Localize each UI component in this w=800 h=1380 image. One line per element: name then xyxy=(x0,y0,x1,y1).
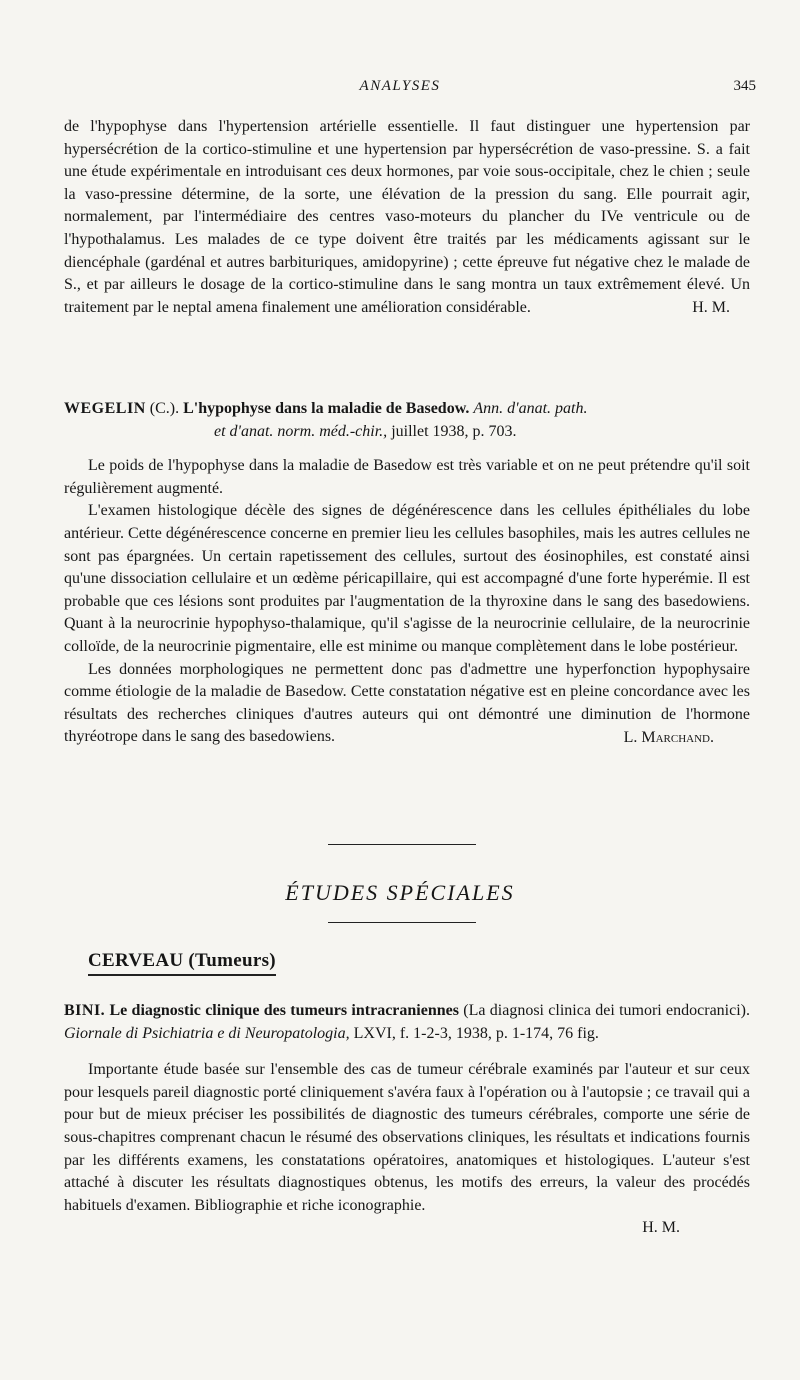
article-bini-text: Importante étude basée sur l'ensemble des cas de tumeur cérébrale examinés par l'auteur et sur ceux pour lesquels pareil diagnostic porté cliniquement s'avéra faux à l'opération ou à l'autopsie ; ce travail qui a pour but de mieux préciser les possibilités de diagnostic des tumeurs cérébrales, comporte une série de sous-chapitres comprenant chacun le résumé des observations cliniques, les résultats et indications fournis par les différents examens, les constatations opératoires, anatomiques et histologiques. L'auteur s'est attaché à discuter les résultats diagnostiques obtenus, les motifs des erreurs, la valeur des procédés habituels d'examen. Bibliographie et riche iconographie. xyxy=(64,1061,750,1214)
article-continued-text: de l'hypophyse dans l'hypertension artérielle essentielle. Il faut distinguer une hypertension par hypersécrétion de la cortico-stimuline et une hypertension par hypersécrétion de vaso-pressine. S. a fait une étude expérimentale en introduisant ces deux hormones, par voie sous-occipitale, chez le chien ; seule la vaso-pressine détermine, de la sorte, une élévation de la pression du sang. Elle pourrait agir, normalement, par l'intermédiaire des centres vaso-moteurs du plancher du IVe ventricule ou de l'hypothalamus. Les malades de ce type doivent être traités par les médicaments agissant sur le diencéphale (gardénal et autres barbituriques, amidopyrine) ; cette épreuve fut négative chez le malade de S., et par ailleurs le dosage de la cortico-stimuline dans le sang montra un taux extrêmement élevé. Un traitement par le neptal amena finalement une amélioration considérable. xyxy=(64,118,750,316)
article-wegelin-journal-1: Ann. d'anat. path. xyxy=(473,400,588,417)
article-bini-reference xyxy=(64,1000,750,1045)
article-wegelin-initial: (C.). xyxy=(149,400,180,417)
article-bini-author: BINI. xyxy=(64,1002,106,1019)
article-wegelin-author: WEGELIN xyxy=(64,400,146,417)
divider-rule xyxy=(328,922,476,923)
article-bini xyxy=(64,1000,750,1239)
article-bini-signature: H. M. xyxy=(642,1219,680,1237)
section-title: ÉTUDES SPÉCIALES xyxy=(285,880,515,905)
running-head xyxy=(0,78,800,98)
subsection-title: CERVEAU (Tumeurs) xyxy=(88,950,276,976)
article-wegelin-journal-2: et d'anat. norm. méd.-chir., xyxy=(214,422,388,440)
article-wegelin-paragraph: Les données morphologiques ne permettent donc pas d'admettre une hyperfonction hypophysaire comme étiologie de la maladie de Basedow. Cette constatation négative est en pleine concordance avec les résultats des recherches cliniques d'autres auteurs qui ont démontré une diminution de l'hormone thyréotrope dans le sang des basedowiens. xyxy=(64,660,750,746)
article-wegelin-reference xyxy=(64,398,750,421)
article-wegelin-reference-2 xyxy=(64,421,750,444)
article-wegelin xyxy=(64,398,750,749)
article-bini-journal: Giornale di Psichiatria e di Neuropatologia, xyxy=(64,1024,350,1042)
article-bini-title: Le diagnostic clinique des tumeurs intracraniennes xyxy=(109,1002,459,1019)
divider-rule xyxy=(328,844,476,845)
article-wegelin-title: L'hypophyse dans la maladie de Basedow. xyxy=(183,400,470,417)
article-bini-original-title: (La diagnosi clinica dei tumori endocranici). xyxy=(463,1002,750,1019)
article-continued-signature: H. M. xyxy=(692,299,730,317)
article-wegelin-paragraph: Le poids de l'hypophyse dans la maladie de Basedow est très variable et on ne peut prétendre qu'il soit régulièrement augmenté. xyxy=(64,457,750,497)
running-title: ANALYSES xyxy=(359,78,441,94)
article-wegelin-paragraph: L'examen histologique décèle des signes de dégénérescence dans les cellules épithéliales du lobe antérieur. Cette dégénérescence concerne en premier lieu les cellules basophiles, mais les autres cellules ne sont pas épargnées. Un certain rapetissement des cellules, surtout des éosinophiles, est constaté ainsi qu'une dissociation cellulaire et un œdème péricapillaire, qui est accompagné d'une forte hyperémie. Il est probable que ces lésions sont produites par l'augmentation de la thyroxine dans le sang des basedowiens. Quant à la neurocrinie hypophyso-thalamique, qu'il s'agisse de la neurocrinie cellulaire, de la neurocrinie colloïde, de la neurocrinie pigmentaire, elle est minime ou manque complètement dans le lobe postérieur. xyxy=(64,502,750,655)
article-continued xyxy=(64,116,750,319)
article-bini-details: LXVI, f. 1-2-3, 1938, p. 1-174, 76 fig. xyxy=(353,1024,599,1042)
article-wegelin-date: juillet 1938, p. 703. xyxy=(391,422,517,440)
page-number: 345 xyxy=(733,78,756,94)
article-wegelin-signature: L. Marchand. xyxy=(623,728,714,746)
